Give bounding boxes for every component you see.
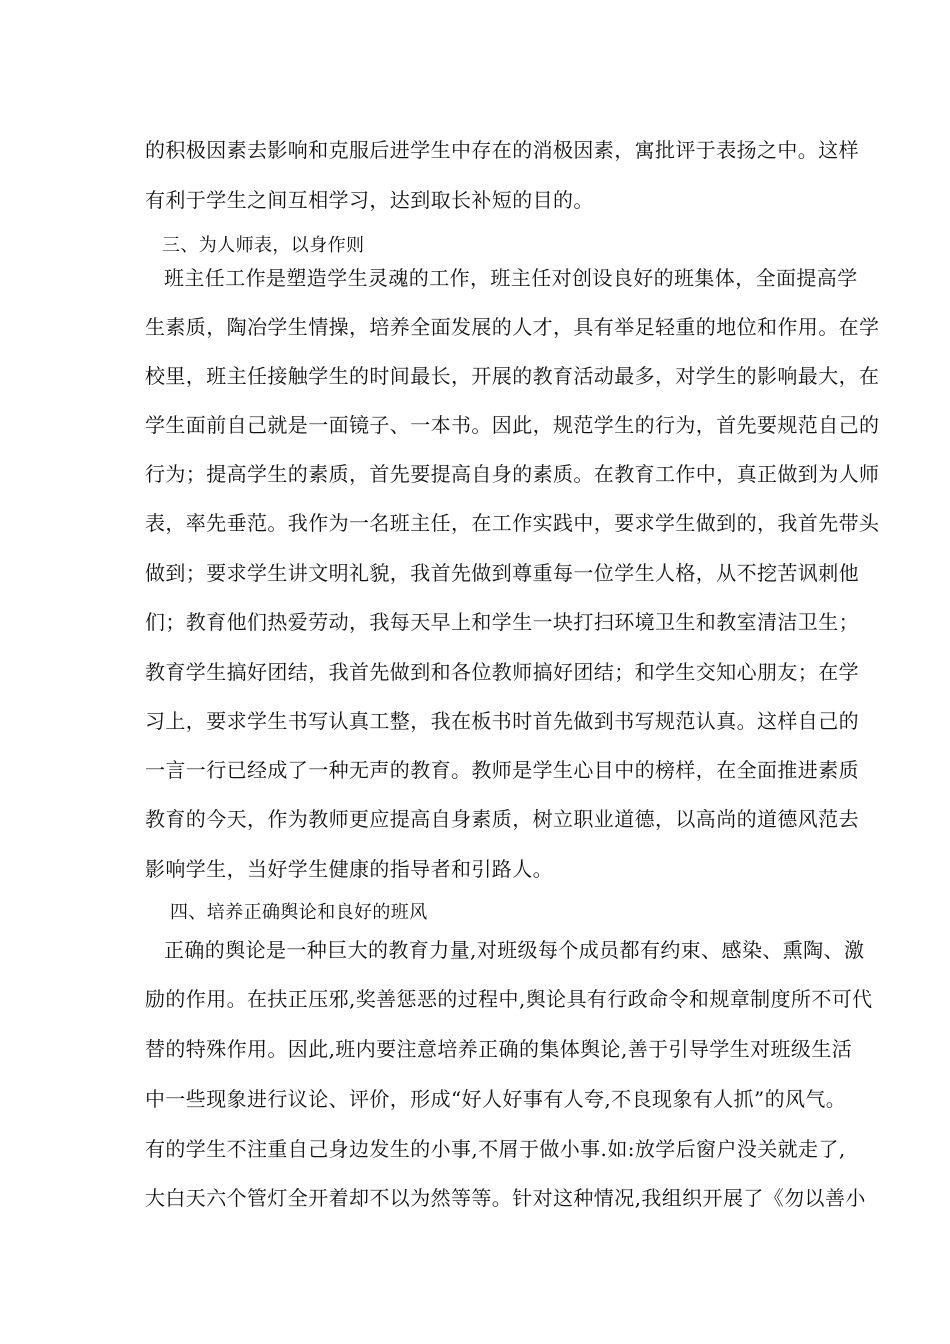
text-line: 替的特殊作用。因此,班内要注意培养正确的集体舆论,善于引导学生对班级生活 <box>145 1037 853 1061</box>
section-heading: 三、为人师表，以身作则 <box>162 235 365 256</box>
text-line: 影响学生，当好学生健康的指导者和引路人。 <box>145 857 553 881</box>
text-line: 做到；要求学生讲文明礼貌，我首先做到尊重每一位学生人格，从不挖苦讽刺他 <box>145 561 859 585</box>
text-line: 表，率先垂范。我作为一名班主任，在工作实践中，要求学生做到的，我首先带头 <box>145 511 880 535</box>
text-line: 有的学生不注重自己身边发生的小事,不屑于做小事.如:放学后窗户没关就走了, <box>145 1137 846 1161</box>
text-line: 励的作用。在扶正压邪,奖善惩恶的过程中,舆论具有行政命令和规章制度所不可代 <box>145 987 873 1011</box>
text-line: 大白天六个管灯全开着却不以为然等等。针对这种情况,我组织开展了《勿以善小 <box>145 1186 866 1210</box>
text-line: 正确的舆论是一种巨大的教育力量,对班级每个成员都有约束、感染、熏陶、激 <box>164 938 865 962</box>
text-line: 们；教育他们热爱劳动，我每天早上和学生一块打扫环境卫生和教室清洁卫生； <box>145 610 859 634</box>
section-heading: 四、培养正确舆论和良好的班风 <box>170 902 428 923</box>
text-line: 生素质，陶冶学生情操，培养全面发展的人才，具有举足轻重的地位和作用。在学 <box>145 315 880 339</box>
text-line: 学生面前自己就是一面镜子、一本书。因此，规范学生的行为，首先要规范自己的 <box>145 413 880 437</box>
text-line: 中一些现象进行议论、评价，形成“好人好事有人夸,不良现象有人抓”的风气。 <box>145 1087 847 1111</box>
text-line: 班主任工作是塑造学生灵魂的工作，班主任对创设良好的班集体，全面提高学 <box>164 266 858 290</box>
text-line: 校里，班主任接触学生的时间最长，开展的教育活动最多，对学生的影响最大，在 <box>145 364 880 388</box>
text-line: 一言一行已经成了一种无声的教育。教师是学生心目中的榜样，在全面推进素质 <box>145 758 859 782</box>
text-line: 的积极因素去影响和克服后进学生中存在的消极因素，寓批评于表扬之中。这样 <box>145 138 859 162</box>
text-line: 行为；提高学生的素质，首先要提高自身的素质。在教育工作中，真正做到为人师 <box>145 462 880 486</box>
text-line: 教育学生搞好团结，我首先做到和各位教师搞好团结；和学生交知心朋友；在学 <box>145 660 859 684</box>
text-line: 习上，要求学生书写认真工整，我在板书时首先做到书写规范认真。这样自己的 <box>145 709 859 733</box>
text-line: 教育的今天，作为教师更应提高自身素质，树立职业道德，以高尚的道德风范去 <box>145 807 859 831</box>
text-line: 有利于学生之间互相学习，达到取长补短的目的。 <box>145 188 594 212</box>
